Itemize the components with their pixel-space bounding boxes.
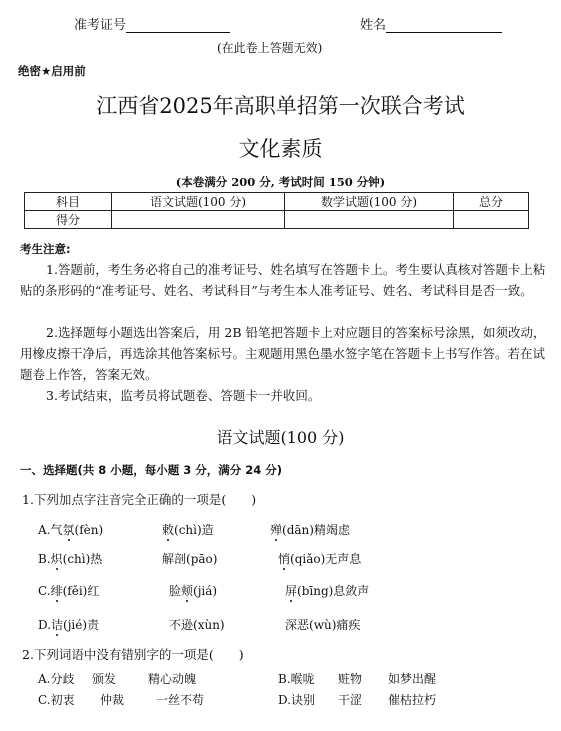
q2-stem: 2.下列词语中没有错别字的一项是( ) (22, 647, 244, 662)
notice-item-2: 2.选择题每小题选出答案后，用 2B 铅笔把答题卡上对应题目的答案标号涂黑，如须改动，用橡皮擦干净后，再选涂其他答案标号。主观题用黑色墨水签字笔在答题卡上书写作答。若在试题卷上作答，答案无效。 (20, 325, 546, 382)
q2-option-c[interactable]: C.初衷 仲裁 一丝不苟 (38, 693, 205, 707)
exam-info: (本卷满分 200 分, 考试时间 150 分钟) (175, 175, 386, 189)
table-cell: 得分 (25, 211, 112, 229)
score-input-cell[interactable] (454, 211, 529, 229)
q1-option-c[interactable]: C.绯(fěi)红 脸颊(jiá) 屏(bīng)息敛声 (38, 584, 370, 598)
exam-id-field (74, 14, 230, 33)
q2-option-d[interactable]: D.诀别 干涩 催枯拉朽 (278, 693, 437, 707)
q2-option-a[interactable]: A.分歧 颁发 精心动魄 (38, 672, 197, 686)
table-row (25, 211, 529, 229)
notice-item-3: 3.考试结束，监考员将试题卷、答题卡一并收回。 (46, 388, 321, 403)
name-label: 姓名 (360, 18, 387, 33)
q1-option-b[interactable]: B.炽(chì)热 解剖(pāo) 悄(qiǎo)无声息 (38, 552, 362, 566)
table-cell: 数学试题(100 分) (285, 193, 454, 211)
section-title: 语文试题(100 分) (216, 428, 345, 447)
q2-option-b[interactable]: B.喉咙 赃物 如梦出醒 (278, 672, 437, 686)
header-note: (在此卷上答题无效) (217, 41, 323, 55)
page-title: 江西省2025年高职单招第一次联合考试 (96, 94, 465, 118)
table-cell: 总分 (454, 193, 529, 211)
q1-stem: 1.下列加点字注音完全正确的一项是( ) (22, 492, 257, 507)
part1-title: 一、选择题(共 8 小题，每小题 3 分，满分 24 分) (20, 463, 283, 477)
notice-title: 考生注意: (20, 242, 71, 256)
name-field (360, 14, 502, 33)
page-subtitle: 文化素质 (238, 137, 323, 161)
exam-id-label: 准考证号 (74, 18, 127, 33)
name-blank (386, 17, 502, 33)
table-cell: 科目 (25, 193, 112, 211)
q1-option-d[interactable]: D.诘(jié)责 不逊(xùn) 深恶(wù)痛疾 (38, 618, 361, 632)
exam-id-blank (126, 17, 230, 33)
table-row (25, 193, 529, 211)
q1-option-a[interactable]: A.气氛(fèn) 敕(chì)造 殚(dān)精竭虑 (38, 523, 350, 537)
notice-item-1: 1.答题前，考生务必将自己的准考证号、姓名填写在答题卡上。考生要认真核对答题卡上粘贴的条形码的“准考证号、姓名、考试科目”与考生本人准考证号、姓名、考试科目是否一致。 (20, 262, 546, 298)
score-table (24, 192, 529, 229)
score-input-cell[interactable] (285, 211, 454, 229)
table-cell: 语文试题(100 分) (112, 193, 285, 211)
score-input-cell[interactable] (112, 211, 285, 229)
secret-label: 绝密★启用前 (18, 64, 86, 78)
